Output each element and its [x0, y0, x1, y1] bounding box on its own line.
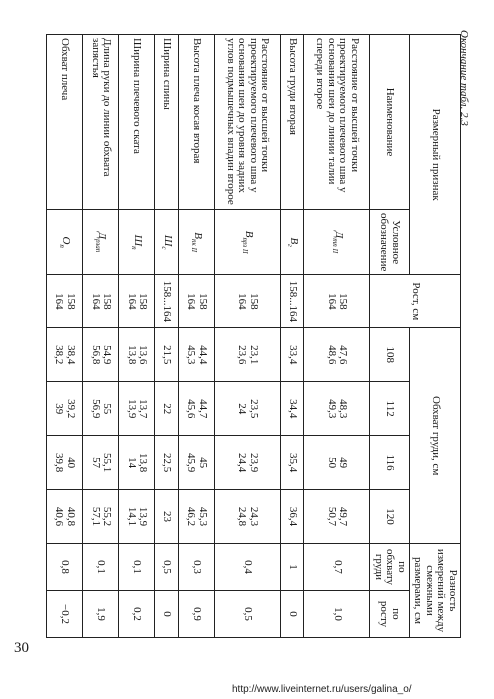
row-v108-value: 56,8 — [89, 345, 102, 365]
row-v108 — [304, 328, 370, 382]
row-height — [178, 275, 214, 328]
table-row — [155, 35, 179, 638]
row-name: Расстояние от высшей точки проектируемого плечевого шва у основания шеи до линии талии спереди второе — [304, 35, 370, 210]
name-header: Наименование — [370, 35, 410, 210]
row-height-value: 164 — [236, 293, 249, 310]
chest-108-header: 108 — [370, 328, 410, 382]
row-symbol-letter: Д — [96, 232, 109, 240]
row-v112-value: 22 — [161, 403, 174, 415]
page-number: 30 — [14, 640, 29, 656]
row-symbol-subscript: рзап — [94, 239, 103, 253]
row-v112 — [119, 382, 155, 436]
row-v112 — [83, 382, 119, 436]
row-v120 — [46, 490, 82, 544]
row-v108 — [155, 328, 179, 382]
row-v120-value: 24,8 — [236, 506, 249, 527]
row-d-chest: 1 — [280, 544, 304, 591]
row-v112 — [214, 382, 280, 436]
row-d-chest: 0,1 — [119, 544, 155, 591]
diff-chest-header: по обхвату груди — [370, 544, 410, 591]
measurements-table — [46, 34, 461, 638]
table-row — [83, 35, 119, 638]
row-symbol — [46, 210, 82, 275]
row-v116 — [119, 436, 155, 490]
row-v108-value: 54,9 — [101, 345, 114, 365]
row-d-height: 1,9 — [83, 591, 119, 638]
row-d-height: 1,0 — [304, 591, 370, 638]
row-height — [83, 275, 119, 328]
row-v112 — [178, 382, 214, 436]
diff-height-header: по росту — [370, 591, 410, 638]
row-height — [214, 275, 280, 328]
row-symbol — [280, 210, 304, 275]
row-v116 — [155, 436, 179, 490]
row-v116-value: 49 — [337, 457, 350, 469]
row-v116-value: 22,5 — [161, 452, 174, 473]
row-v116 — [304, 436, 370, 490]
row-v112-value: 24 — [236, 403, 249, 415]
row-height-value: 164 — [89, 293, 102, 310]
row-v120 — [280, 490, 304, 544]
row-v112 — [155, 382, 179, 436]
row-v116-value: 14 — [125, 457, 138, 469]
row-v108-value: 23,6 — [236, 345, 249, 365]
row-v112-value: 34,4 — [286, 399, 299, 419]
row-name: Длина руки до линии обхвата запястья — [83, 35, 119, 210]
row-v112-value: 39 — [53, 403, 66, 415]
row-symbol-letter: Ш — [132, 234, 145, 247]
row-v108-value: 33,4 — [286, 345, 299, 365]
row-height-value: 164 — [125, 293, 138, 310]
row-symbol-subscript: пк II — [190, 238, 199, 253]
row-v116-value: 57 — [89, 457, 102, 469]
row-v120 — [83, 490, 119, 544]
row-v108-value: 38,4 — [65, 345, 78, 365]
row-v120-value: 40,8 — [65, 506, 78, 527]
row-v112-value: 44,7 — [197, 399, 209, 419]
row-symbol-subscript: тп II — [330, 238, 339, 254]
row-name: Расстояние от высшей точки проектируемого плечевого шва у основания шеи до уровня задних углов подмышечных впадин второе — [214, 35, 280, 210]
row-v120-value: 24,3 — [247, 506, 260, 527]
row-d-height: 0,9 — [178, 591, 214, 638]
row-height — [280, 275, 304, 328]
row-d-chest: 0,7 — [304, 544, 370, 591]
row-v108 — [280, 328, 304, 382]
row-d-height: 0 — [280, 591, 304, 638]
row-v120 — [178, 490, 214, 544]
row-v116-value: 45 — [197, 457, 209, 469]
feature-header: Размерный признак — [409, 35, 460, 275]
row-v116 — [178, 436, 214, 490]
row-v108 — [46, 328, 82, 382]
row-v116 — [280, 436, 304, 490]
row-d-chest: 0,8 — [46, 544, 82, 591]
row-d-height: 0,2 — [119, 591, 155, 638]
chest-120-header: 120 — [370, 490, 410, 544]
row-v116-value: 13,8 — [137, 452, 150, 473]
row-v120-value: 49,7 — [337, 506, 350, 527]
chest-group-header: Обхват груди, см — [409, 328, 460, 544]
row-d-height: −0,2 — [46, 591, 82, 638]
row-symbol-subscript: г — [285, 244, 294, 247]
table-note: Окончание табл. 2.3 — [458, 30, 470, 126]
row-height-value: 164 — [185, 293, 198, 310]
row-v108-value: 44,4 — [197, 345, 209, 365]
row-v112-value: 56,9 — [89, 399, 102, 419]
row-height-value: 158 — [247, 293, 260, 310]
row-v120-value: 57,1 — [89, 506, 102, 527]
row-v108-value: 47,6 — [337, 345, 350, 365]
row-v116-value: 39,8 — [53, 452, 66, 473]
row-v120-value: 13,9 — [137, 506, 150, 527]
row-v116 — [83, 436, 119, 490]
row-height-value: 158 — [197, 293, 209, 310]
row-v116-value: 45,9 — [185, 452, 198, 473]
row-v112-value: 39,2 — [65, 399, 78, 419]
row-d-height: 0,5 — [214, 591, 280, 638]
row-v120-value: 14,1 — [125, 506, 138, 527]
row-v108-value: 23,1 — [247, 345, 260, 365]
row-v112-value: 49,3 — [325, 399, 338, 419]
row-v120 — [304, 490, 370, 544]
row-v108-value: 38,2 — [53, 345, 66, 365]
row-v116 — [214, 436, 280, 490]
row-symbol-letter: Д — [332, 231, 345, 239]
row-v116-value: 40 — [65, 457, 78, 469]
row-height-value: 158...164 — [286, 280, 299, 322]
chest-116-header: 116 — [370, 436, 410, 490]
row-v120-value: 36,4 — [286, 506, 299, 527]
row-symbol-letter: В — [192, 232, 205, 239]
row-symbol-letter: О — [60, 236, 73, 245]
row-name: Обхват плеча — [46, 35, 82, 210]
symbol-header: Условное обозначение — [370, 210, 410, 275]
height-header: Рост, см — [370, 275, 461, 328]
row-symbol-subscript: с — [160, 246, 169, 250]
row-height-value: 158 — [137, 293, 150, 310]
row-symbol — [214, 210, 280, 275]
row-v120 — [119, 490, 155, 544]
row-v112-value: 45,6 — [185, 399, 198, 419]
row-v112-value: 23,5 — [247, 399, 260, 419]
row-v120 — [155, 490, 179, 544]
chest-112-header: 112 — [370, 382, 410, 436]
row-v112 — [280, 382, 304, 436]
row-height-value: 164 — [53, 293, 66, 310]
row-height — [155, 275, 179, 328]
row-v120-value: 23 — [161, 511, 174, 523]
row-height — [304, 275, 370, 328]
row-v112 — [304, 382, 370, 436]
row-symbol-letter: Ш — [162, 234, 175, 247]
watermark-url: http://www.liveinternet.ru/users/galina_o/ — [232, 684, 412, 695]
row-v112-value: 13,9 — [125, 399, 138, 419]
row-symbol-subscript: п — [130, 246, 139, 250]
row-v120-value: 50,7 — [325, 506, 338, 527]
row-v120 — [214, 490, 280, 544]
row-v108 — [119, 328, 155, 382]
row-d-chest: 0,4 — [214, 544, 280, 591]
table-row — [304, 35, 370, 638]
row-name: Высота плеча косая вторая — [178, 35, 214, 210]
row-v116-value: 23,9 — [247, 452, 260, 473]
row-v120-value: 46,2 — [185, 506, 198, 527]
table-container — [53, 34, 461, 638]
row-v112-value: 48,3 — [337, 399, 350, 419]
row-symbol-subscript: п — [58, 244, 67, 248]
row-symbol — [119, 210, 155, 275]
table-body — [46, 35, 369, 638]
row-height — [119, 275, 155, 328]
row-d-height: 0 — [155, 591, 179, 638]
row-v108-value: 13,6 — [137, 345, 150, 365]
row-v108 — [214, 328, 280, 382]
row-d-chest: 0,5 — [155, 544, 179, 591]
table-row — [119, 35, 155, 638]
row-symbol — [155, 210, 179, 275]
row-height-value: 158 — [101, 293, 114, 310]
row-v108-value: 13,8 — [125, 345, 138, 365]
row-v108-value: 48,6 — [325, 345, 338, 365]
row-symbol — [304, 210, 370, 275]
diff-group-header: Разность измерений между смежными размерами, см — [409, 544, 460, 638]
row-v108-value: 45,3 — [185, 345, 198, 365]
row-height — [46, 275, 82, 328]
row-name: Ширина плечевого ската — [119, 35, 155, 210]
row-v116-value: 55,1 — [101, 452, 114, 473]
row-symbol-subscript: прз II — [240, 237, 249, 254]
table-row — [280, 35, 304, 638]
row-v116 — [46, 436, 82, 490]
row-v108 — [83, 328, 119, 382]
row-d-chest: 0,1 — [83, 544, 119, 591]
row-v116-value: 24,4 — [236, 452, 249, 473]
row-symbol — [178, 210, 214, 275]
row-v120-value: 55,2 — [101, 506, 114, 527]
row-height-value: 158 — [65, 293, 78, 310]
row-d-chest: 0,3 — [178, 544, 214, 591]
row-v116-value: 50 — [325, 457, 338, 469]
row-height-value: 164 — [325, 293, 338, 310]
row-height-value: 158 — [337, 293, 350, 310]
row-v108 — [178, 328, 214, 382]
row-symbol-letter: В — [287, 237, 300, 245]
table-row — [178, 35, 214, 638]
row-v116-value: 35,4 — [286, 452, 299, 473]
row-v112 — [46, 382, 82, 436]
row-symbol — [83, 210, 119, 275]
row-v112-value: 55 — [101, 403, 114, 415]
row-name: Высота груди вторая — [280, 35, 304, 210]
row-v120-value: 40,6 — [53, 506, 66, 527]
row-symbol-letter: В — [243, 230, 256, 238]
row-v112-value: 13,7 — [137, 399, 150, 419]
table-row — [214, 35, 280, 638]
row-height-value: 158...164 — [161, 280, 174, 322]
table-row — [46, 35, 82, 638]
row-v120-value: 45,3 — [197, 506, 209, 527]
row-v108-value: 21,5 — [161, 345, 174, 365]
row-name: Ширина спины — [155, 35, 179, 210]
